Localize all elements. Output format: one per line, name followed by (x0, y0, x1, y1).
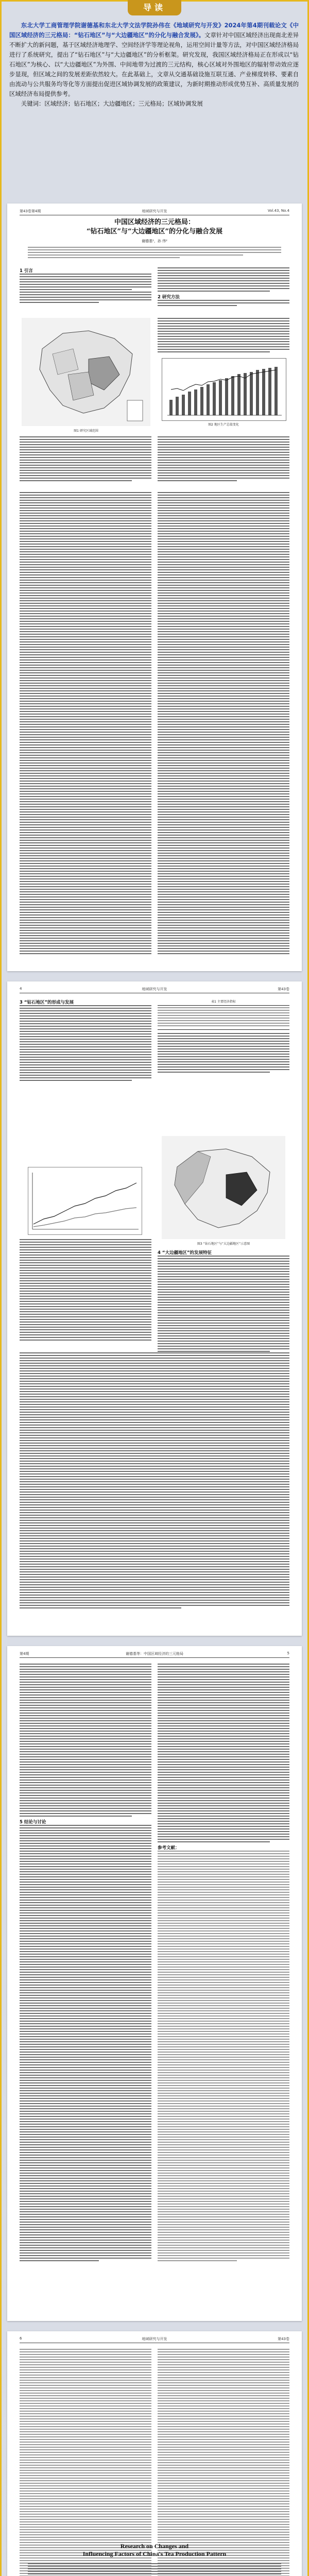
right-column (158, 1664, 289, 2263)
article-title-line1: 中国区域经济的三元格局： (114, 218, 195, 226)
section-heading: 1 引言 (20, 268, 33, 274)
section-heading: 2 研究方法 (158, 295, 180, 300)
section-heading: 3 “钻石地区”的形成与发展 (20, 1000, 74, 1005)
china-map-figure (22, 318, 150, 426)
page-header (20, 986, 289, 993)
figure-caption: 图3 “钻石地区”与“大边疆地区”示意图 (197, 1242, 250, 1246)
left-column-4 (20, 492, 151, 956)
left-column (20, 999, 151, 1082)
left-column-2 (20, 1239, 151, 1342)
header-left: 6 (20, 2336, 22, 2341)
english-abstract-1 (28, 2543, 281, 2576)
table-caption: 表1 主要经济指标 (211, 1000, 236, 1004)
page-header (20, 2335, 289, 2343)
header-left: 第43卷第4期 (20, 209, 41, 213)
left-column (20, 1664, 151, 2263)
journal-page-3 (7, 1646, 302, 2321)
header-center: 地域研究与开发 (142, 2337, 167, 2341)
intro-body: 文章针对中国区域经济出现南北差异不断扩大的新问题，基于区域经济地理学、空间经济学等理论视角，运用空间计量等方法，对中国区域经济格局进行了系统研究，提出了“钻石地区”与“大边疆地区”的分析框架。研究发现，我国区域经济格局正在形成以“钻石地区”为核心、以“大边疆地区”为外围、中间地带为过渡的三元结构，核心区域对外围地区的辐射带动效应逐步显现，但区域之间的发展差距依然较大。在此基础上，文章从交通基础设施互联互通、产业梯度转移、要素自由流动与公共服务均等化等方面提出促进区域协调发展的政策建议，为新时期推动形成优势互补、高质量发展的区域经济布局提供参考。 (9, 31, 299, 97)
header-center: 地域研究与开发 (142, 987, 167, 991)
left-column (20, 2349, 151, 2576)
header-left: 4 (20, 987, 22, 991)
bottom-text (20, 1352, 289, 1610)
intro-keywords: 关键词：区域经济；钻石地区；大边疆地区；三元格局；区域协调发展 (21, 100, 203, 107)
figure-caption: 图1 研究区域范围 (74, 429, 98, 433)
data-table (158, 1005, 289, 1030)
journal-page-4 (7, 2331, 302, 2576)
authors: 谢德基¹，孙 伟² (142, 239, 167, 243)
journal-page-2 (7, 981, 302, 1636)
line-chart-figure (28, 1167, 142, 1235)
header-center: 地域研究与开发 (142, 209, 167, 213)
page-header (20, 1650, 289, 1658)
right-column (158, 267, 289, 308)
intro-lead: 东北大学工商管理学院谢德基和东北大学文法学院孙伟在《地域研究与开发》2024年第4期刊载论文《中国区域经济的三元格局：“钻石地区”与“大边疆地区”的分化与融合发展》。 (9, 22, 299, 39)
journal-page-1 (7, 204, 302, 971)
header-center: 谢德基等：中国区域经济的三元格局 (126, 1652, 183, 1656)
english-title-line2: Influencing Factors of China's Tea Production Pattern (82, 2550, 227, 2557)
header-left: 第4期 (20, 1652, 29, 1656)
abstract-lines (28, 247, 281, 260)
header-right: Vol.43, No.4 (267, 209, 289, 213)
region-map-figure (162, 1136, 285, 1239)
section-heading: 4 “大边疆地区”的发展特征 (158, 1250, 212, 1256)
section-heading: 5 结论与讨论 (20, 1820, 46, 1825)
chart-caption: 图2 地区生产总值变化 (208, 423, 239, 427)
left-column-3 (20, 436, 151, 483)
guide-banner: 导读 (128, 0, 181, 15)
right-column (158, 999, 289, 1074)
references-heading: 参考文献： (158, 1845, 180, 1851)
right-column-2 (158, 318, 289, 354)
left-column (20, 267, 151, 304)
bar-line-figure (162, 358, 286, 421)
article-title-line2: “钻石地区”与“大边疆地区”的分化与融合发展 (87, 228, 222, 235)
header-right: 5 (287, 1651, 289, 1655)
page-header (20, 208, 289, 215)
header-right: 第43卷 (278, 987, 289, 991)
right-column-3 (158, 436, 289, 483)
right-column (158, 2349, 289, 2576)
intro-text (9, 21, 299, 109)
right-column-4 (158, 492, 289, 956)
right-column-2 (158, 1249, 289, 1353)
english-title-line1: Research on Changes and (120, 2543, 189, 2550)
header-right: 第43卷 (278, 2337, 289, 2341)
